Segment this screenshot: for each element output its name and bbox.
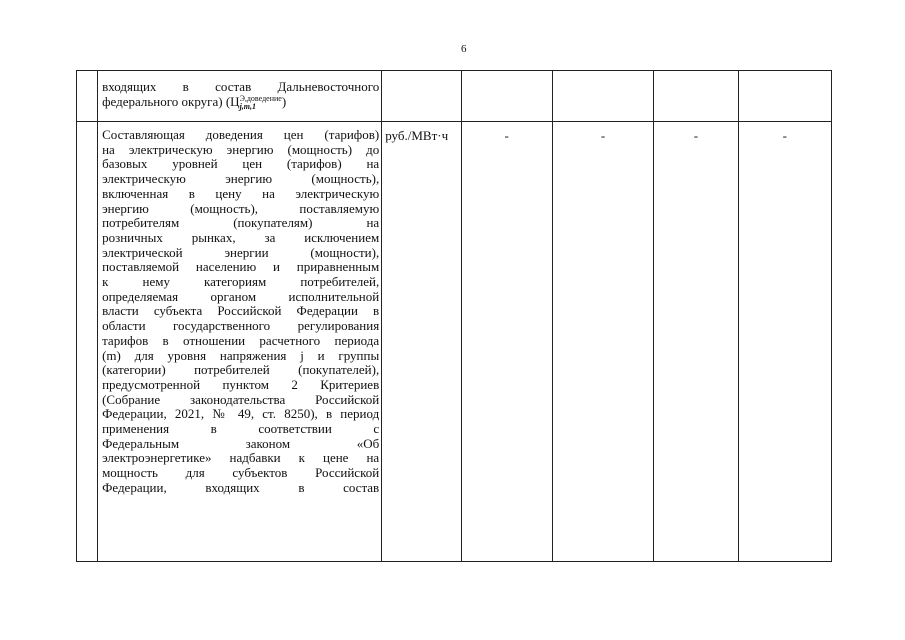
text-line: Федерации, входящих в состав [102, 479, 380, 495]
text-line: (m) для уровня напряжения j и группы [102, 347, 380, 363]
value-text: - [693, 128, 699, 143]
text-line: базовых уровней цен (тарифов) на [102, 156, 380, 172]
text-line: энергию (мощность), поставляемую [102, 200, 380, 216]
text-line: мощность для субъектов Российской [102, 465, 380, 481]
text-line: электроэнергетике» надбавки к цене на [102, 450, 380, 466]
text-line: к нему категориям потребителей, [102, 274, 380, 290]
text-line: определяемая органом исполнительной [102, 288, 380, 304]
page-number: 6 [461, 43, 467, 55]
row-number-cell [77, 122, 98, 562]
text-line: Федеральным законом «Об [102, 435, 380, 451]
text-line-with-formula [102, 95, 379, 111]
table-row [77, 122, 832, 562]
text-line: федерального округа) [102, 93, 223, 109]
unit-cell [382, 122, 461, 562]
text-line: поставляемой населению и приравненным [102, 259, 380, 275]
formula-open-paren: ( [225, 93, 231, 109]
value-cell [738, 122, 831, 562]
text-line: на электрическую энергию (мощность) до [102, 141, 380, 157]
unit-cell [382, 71, 461, 122]
description-cell [98, 71, 382, 122]
text-line: Составляющая доведения цен (тарифов) [102, 127, 380, 142]
value-cell [552, 122, 653, 562]
text-line: входящих в состав Дальневосточного [102, 79, 380, 94]
text-line: электрической энергии (мощности), [102, 244, 380, 260]
text-line: предусмотренной пунктом 2 Критериев [102, 376, 380, 392]
value-cell [552, 71, 653, 122]
document-table [76, 70, 832, 562]
value-cell [461, 122, 552, 562]
text-line: включенная в цену на электрическую [102, 185, 380, 201]
formula-superscript: Э,доведение [239, 93, 282, 103]
value-cell [738, 71, 831, 122]
value-text: - [600, 128, 606, 143]
text-line: применения в соответствии с [102, 421, 380, 437]
text-line: розничных рынках, за исключением [102, 229, 380, 245]
value-text: - [504, 128, 509, 143]
text-line: электрическую энергию (мощность), [102, 171, 380, 187]
text-line: (Собрание законодательства Российской [102, 391, 380, 407]
text-line: потребителям (покупателям) на [102, 215, 380, 231]
value-text: - [782, 128, 787, 143]
formula-subscript: j,m,1 [239, 101, 257, 111]
text-line: Федерации, 2021, № 49, ст. 8250), в период [102, 406, 380, 422]
table-row [77, 71, 832, 122]
description-cell [98, 122, 382, 562]
value-cell [461, 71, 552, 122]
formula [226, 94, 286, 109]
unit-text: руб./МВт·ч [385, 128, 449, 143]
formula-base: Ц [230, 93, 240, 109]
description-text [98, 122, 381, 496]
value-cell [654, 122, 738, 562]
text-line: власти субъекта Российской Федерации в [102, 303, 380, 319]
text-line: тарифов в отношении расчетного периода [102, 332, 380, 348]
text-line: (категории) потребителей (покупателей), [102, 362, 380, 378]
text-line: области государственного регулирования [102, 318, 380, 334]
row-number-cell [77, 71, 98, 122]
formula-close-paren: ) [281, 93, 287, 109]
value-cell [654, 71, 738, 122]
description-text [98, 71, 381, 111]
